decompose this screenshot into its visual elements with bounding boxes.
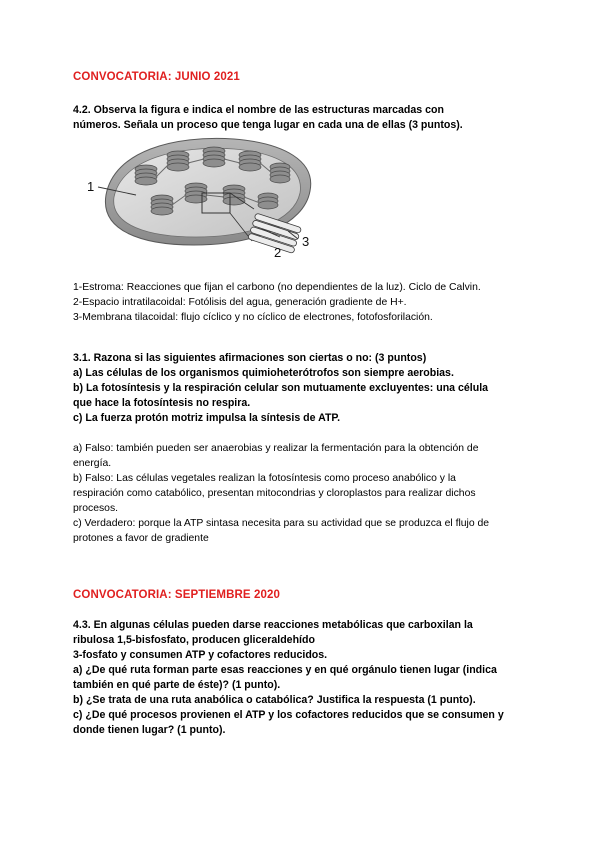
- question-3-1: [73, 351, 533, 426]
- question-line: c) La fuerza protón motriz impulsa la síntesis de ATP.: [73, 412, 341, 424]
- figure-label-1: 1: [87, 179, 95, 194]
- section-title-junio-2021: CONVOCATORIA: JUNIO 2021: [73, 71, 240, 83]
- question-line: 3.1. Razona si las siguientes afirmaciones son ciertas o no: (3 puntos): [73, 352, 427, 364]
- figure-label-3: 3: [302, 234, 310, 249]
- question-line: 4.3. En algunas células pueden darse reacciones metabólicas que carboxilan la: [73, 619, 473, 631]
- answer-line: respiración como catabólico, presentan mitocondrias y cloroplastos para realizar dichos: [73, 488, 476, 499]
- answer-line: c) Verdadero: porque la ATP sintasa necesita para su actividad que se produzca el flujo de: [73, 518, 490, 529]
- question-4-3: [73, 618, 533, 738]
- answer-3-1: [73, 441, 533, 546]
- question-line: números. Señala un proceso que tenga lugar en cada una de ellas (3 puntos).: [73, 119, 463, 131]
- answer-line: 2-Espacio intratilacoidal: Fotólisis del agua, generación gradiente de H+.: [73, 297, 407, 308]
- question-line: c) ¿De qué procesos provienen el ATP y los cofactores reducidos que se consumen y: [73, 709, 504, 721]
- chloroplast-figure: [84, 133, 334, 261]
- question-line: 3-fosfato y consumen ATP y cofactores reducidos.: [73, 649, 328, 661]
- question-line: 4.2. Observa la figura e indica el nombre de las estructuras marcadas con: [73, 104, 444, 116]
- question-4-2: [73, 103, 533, 133]
- question-line: b) La fotosíntesis y la respiración celular son mutuamente excluyentes: una célula: [73, 382, 489, 394]
- answer-line: energía.: [73, 458, 112, 469]
- answer-line: b) Falso: Las células vegetales realizan la fotosíntesis como proceso anabólico y la: [73, 473, 456, 484]
- question-line: b) ¿Se trata de una ruta anabólica o catabólica? Justifica la respuesta (1 punto).: [73, 694, 476, 706]
- question-line: a) Las células de los organismos quimioheterótrofos son siempre aerobias.: [73, 367, 454, 379]
- answer-line: procesos.: [73, 503, 119, 514]
- answer-4-2: [73, 280, 533, 325]
- answer-line: 1-Estroma: Reacciones que fijan el carbono (no dependientes de la luz). Ciclo de Calvin.: [73, 282, 481, 293]
- answer-line: protones a favor de gradiente: [73, 533, 209, 544]
- question-line: que hace la fotosíntesis no respira.: [73, 397, 251, 409]
- figure-label-2: 2: [274, 245, 282, 260]
- answer-line: 3-Membrana tilacoidal: flujo cíclico y no cíclico de electrones, fotofosforilación.: [73, 312, 433, 323]
- question-line: a) ¿De qué ruta forman parte esas reacciones y en qué orgánulo tienen lugar (indica: [73, 664, 497, 676]
- answer-line: a) Falso: también pueden ser anaerobias y realizar la fermentación para la obtención de: [73, 443, 479, 454]
- section-title-septiembre-2020: CONVOCATORIA: SEPTIEMBRE 2020: [73, 589, 280, 601]
- question-line: ribulosa 1,5-bisfosfato, producen gliceraldehído: [73, 634, 315, 646]
- question-line: también en qué parte de éste)? (1 punto).: [73, 679, 281, 691]
- question-line: donde tienen lugar? (1 punto).: [73, 724, 226, 736]
